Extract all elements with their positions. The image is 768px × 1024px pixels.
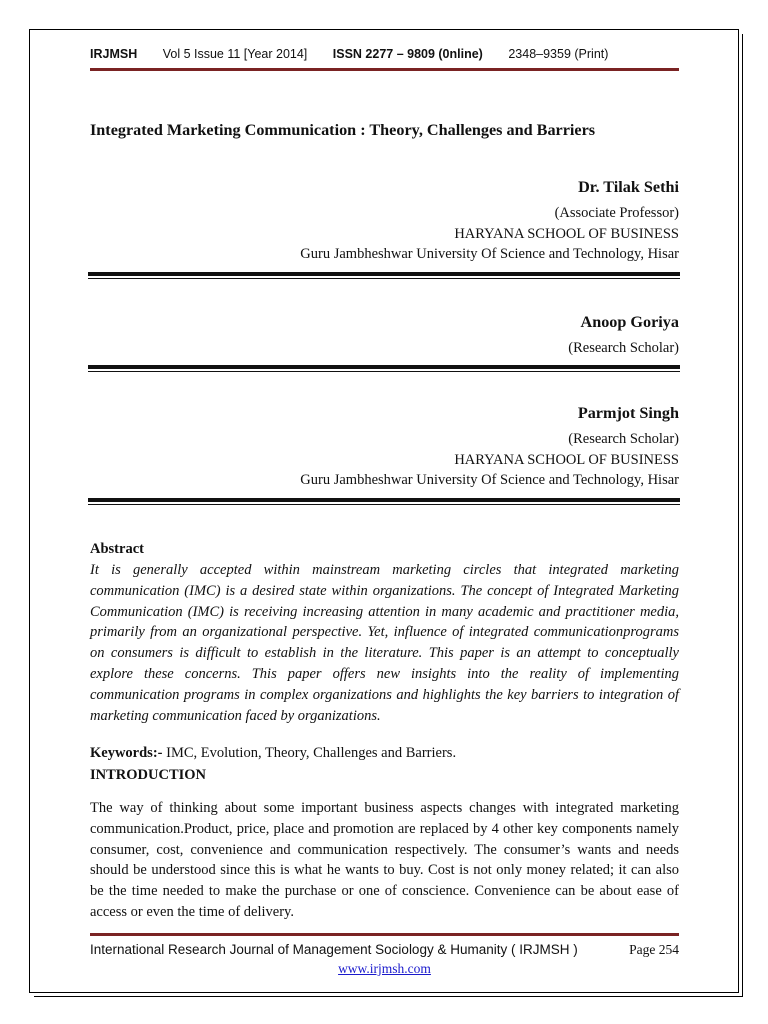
- abstract-text: It is generally accepted within mainstream marketing circles that integrated marketing communication (IMC) is a desired state within organizations. The concept of Integrated Marketing Communication (IMC) is receiving increasing attention in many academic and practitioner media, primarily from an organizational perspective. Yet, influence of integrated communicationprograms on consumers is difficult to establish in the literature. This paper is an attempt to conceptually explore these concerns. This paper offers new insights into the reality of implementing communication programs in complex organizations and highlights the key barriers to integration of marketing communication faced by organizations.: [90, 562, 679, 724]
- abstract-heading: Abstract: [90, 541, 144, 557]
- introduction-text: The way of thinking about some important business aspects changes with integrated marketing communication.Product, price, place and promotion are replaced by 4 other key components namely consumer, cost, convenience and communication respectively. The consumer’s wants and needs should be understood since this is what he wants to buy. Cost is not only money related; it can also be the time needed to make the purchase or one of conscience. Convenience can be about ease of access or even the time of delivery.: [90, 800, 679, 920]
- introduction-heading: INTRODUCTION: [90, 767, 207, 783]
- page-number: Page 254: [629, 942, 679, 957]
- footer: [90, 942, 679, 958]
- author-affiliation: Guru Jambheshwar University Of Science and Technology, Hisar: [300, 246, 679, 262]
- author-block-3: [90, 404, 679, 491]
- keywords-text: IMC, Evolution, Theory, Challenges and Barriers.: [162, 745, 457, 761]
- journal-abbrev: IRJMSH: [90, 47, 138, 61]
- keywords-label: Keywords:-: [90, 745, 163, 761]
- footer-rule: [90, 933, 679, 936]
- section-divider: [88, 365, 680, 372]
- author-affiliation: (Associate Professor): [554, 205, 679, 221]
- issn-online: ISSN 2277 – 9809 (0nline): [332, 47, 483, 61]
- author-affiliation: Guru Jambheshwar University Of Science and Technology, Hisar: [300, 472, 679, 488]
- author-block-2: [90, 313, 679, 359]
- volume-info: Vol 5 Issue 11 [Year 2014]: [162, 47, 308, 61]
- author-block-1: [90, 178, 679, 265]
- running-header: [90, 47, 679, 61]
- author-name: Dr. Tilak Sethi: [578, 178, 679, 196]
- paper-title: Integrated Marketing Communication : Theory, Challenges and Barriers: [90, 121, 596, 139]
- author-affiliation: (Research Scholar): [568, 431, 679, 447]
- author-name: Anoop Goriya: [580, 313, 679, 331]
- journal-website-link[interactable]: www.irjmsh.com: [338, 961, 431, 976]
- section-divider: [88, 498, 680, 505]
- header-rule: [90, 68, 679, 71]
- author-affiliation: HARYANA SCHOOL OF BUSINESS: [454, 451, 679, 468]
- author-affiliation: HARYANA SCHOOL OF BUSINESS: [454, 225, 679, 242]
- keywords: [90, 745, 679, 762]
- author-name: Parmjot Singh: [577, 404, 679, 422]
- section-divider: [88, 272, 680, 279]
- author-affiliation: (Research Scholar): [568, 340, 679, 356]
- issn-print: 2348–9359 (Print): [508, 47, 609, 61]
- footer-journal: International Research Journal of Management Sociology & Humanity ( IRJMSH ): [90, 942, 578, 957]
